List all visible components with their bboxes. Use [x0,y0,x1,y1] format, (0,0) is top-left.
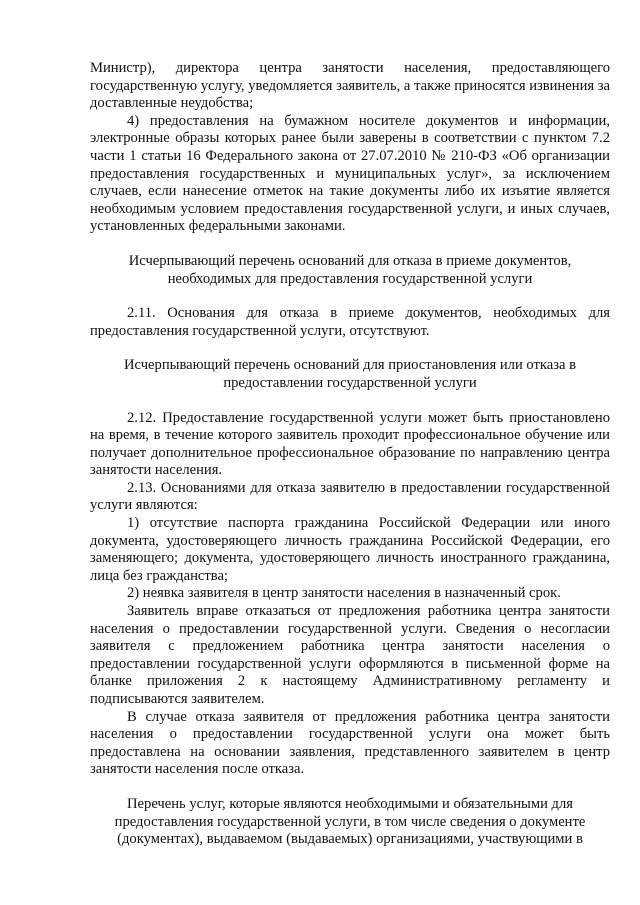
paragraph-2-12: 2.12. Предоставление государственной услуги может быть приостановлено на время, в течение которого заявитель проходит профессиональное обучение или получает дополнительное профессиональное образование по направлению центра занятости населения. [90,409,610,479]
document-page [90,60,610,849]
paragraph-item-2: 2) неявка заявителя в центр занятости населения в назначенный срок. [127,585,561,602]
paragraph-refuse-offer: Заявитель вправе отказаться от предложения работника центра занятости населения о предоставлении государственной услуги. Сведения о несогласии заявителя с предложением работника центра занятости населения о предоставлении государственной услуги оформляются в письменной форме на бланке приложения 2 к настоящему Административному регламенту и подписываются заявителем. [90,603,610,707]
heading-refusal-documents: Исчерпывающий перечень оснований для отказа в приеме документов, необходимых для предоставления государственной услуги [128,252,572,287]
paragraph-refusal-case: В случае отказа заявителя от предложения работника центра занятости населения о предоставлении государственной услуги она может быть предоставлена на основании заявления, представленного заявителем в центр занятости населения после отказа. [90,708,610,778]
paragraph-2-11: 2.11. Основания для отказа в приеме документов, необходимых для предоставления государственной услуги, отсутствуют. [90,305,610,339]
paragraph-item-4: 4) предоставления на бумажном носителе документов и информации, электронные образы которых ранее были заверены в соответствии с пунктом 7.2 части 1 статьи 16 Федерального закона от 27.07.2010 № 210-ФЗ «Об организации предоставления государственных и муниципальных услуг», за исключением случаев, если нанесение отметок на такие документы либо их изъятие является необходимым условием предоставления государственной услуги, и иных случаев, установленных федеральными законами. [90,112,610,235]
paragraph-continuation: Министр), директора центра занятости населения, предоставляющего государственную услугу, уведомляется заявитель, а также приносятся извинения за доставленные неудобства; [90,60,610,112]
paragraph-2-13: 2.13. Основаниями для отказа заявителю в предоставлении государственной услуги являются: [90,479,610,514]
heading-services-list: Перечень услуг, которые являются необходимыми и обязательными для предоставления государственной услуги, в том числе сведения о документе (документах), выдаваемом (выдаваемых) организациями, участвующими в [114,795,586,848]
heading-suspension: Исчерпывающий перечень оснований для приостановления или отказа в предоставлении государственной услуги [123,357,577,391]
paragraph-item-1: 1) отсутствие паспорта гражданина Российской Федерации или иного документа, удостоверяющего личность гражданина Российской Федерации, его заменяющего; документа, удостоверяющего личность иностранного гражданина, лица без гражданства; [90,515,610,584]
